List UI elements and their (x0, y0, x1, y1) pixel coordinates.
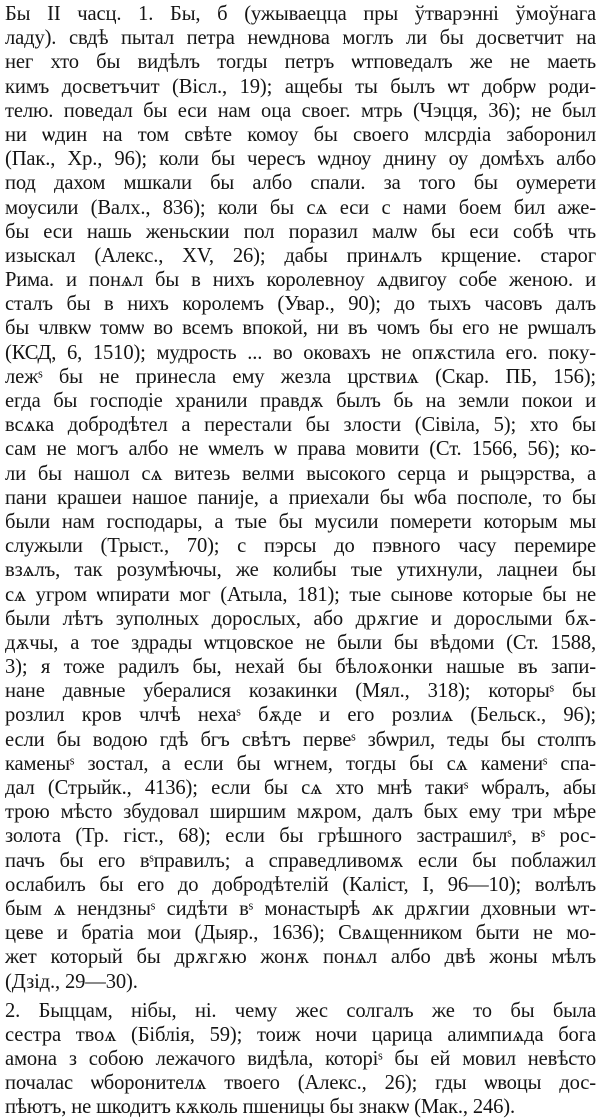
text-line: бым ѧ нендзныˢ сидѣти вˢ монастырѣ ѧк дрѫгии дховныи ѡт- (5, 897, 596, 920)
text-line: 2. Быццам, нібы, ні. чему жес солгалъ же то бы была (5, 999, 596, 1022)
text-line: каменыˢ зостал, а если бы ѡгнем, тогды бы сѧ камениˢ спа- (5, 752, 596, 775)
text-line: были нам господары, а тые бы мусили померети которым мы (5, 510, 596, 533)
text-line: сталъ бы в нихъ королемъ (Увар., 90); до тыхъ часовъ далъ (5, 293, 596, 316)
text-line: пачъ бы его вˢправилъ; а справедливомѫ если бы поблажил (5, 849, 596, 872)
text-line: нане давные убералися козакинки (Мял., 318); которыˢ бы (5, 680, 596, 703)
text-line: золота (Тр. гіст., 68); если бы грѣшного застрашилˢ, вˢ рос- (5, 825, 596, 848)
text-line: Бы II часц. 1. Бы, б (ужываецца пры ўтварэнні ўмоўнага (5, 3, 596, 25)
text-line: жет который бы дрѫгѫю жонѫ понѧл албо двѣ жоны мѣлъ (5, 946, 596, 969)
text-line: кимъ досветъчит (Вісл., 19); ащебы ты былъ ѡт добрѡ роди- (5, 75, 596, 98)
entry-paragraph-1 (5, 2, 596, 994)
text-line: лежˢ бы не принесла ему жезла црствиѧ (Скар. ПБ, 156); (5, 365, 596, 388)
text-line: ли бы нашол сѧ витезь велми высокого серца и рыцэрства, а (5, 462, 596, 485)
text-line: ослабилъ бы его до добродѣтелій (Каліст, I, 96—10); волѣлъ (5, 873, 596, 896)
text-line: были лѣтъ зуполных дорослых, або дрѫгие и дорослыми бѫ- (5, 607, 596, 630)
text-line: ни ѡдин на том свѣте комоу бы своего млсрдіа заборонил (5, 123, 596, 146)
text-line: пѣютъ, не шкодитъ кѫколь пшеницы бы знакѡ (Мак., 246). (5, 1096, 516, 1119)
text-line: (Дзід., 29—30). (5, 970, 138, 993)
text-line: бы еси нашь женьскии пол поразил малѡ бы еси собѣ чть (5, 220, 596, 243)
text-line: взѧлъ, так розумѣючы, же колибы тые утихнули, лацнеи бы (5, 559, 596, 582)
text-line: 3); я тоже радилъ бы, нехай бы бѣлоѫонки нашые въ запи- (5, 656, 596, 679)
text-line: трою мѣсто збудовал ширшим мѫром, далъ бых ему три мѣре (5, 801, 596, 824)
text-line: пани крашеи нашое паније, а приехали бы ѡба посполе, то бы (5, 486, 596, 509)
text-line: бы члвкѡ томѡ во всемъ впокой, ни въ чомъ бы его не рѡшалъ (5, 317, 596, 340)
entry-paragraph-2 (5, 999, 596, 1120)
text-line: служыли (Трыст., 70); с пэрсы до пэвного часу перемире (5, 535, 596, 558)
text-line: амона з собою лежачого видѣла, которіˢ бы ей мовил невѣсто (5, 1048, 596, 1071)
text-line: сѧ угром ѡпирати мог (Атыла, 181); тые сынове которые бы не (5, 583, 596, 606)
text-line: (Пак., Хр., 96); коли бы чересъ ѡдноу днину оу домѣхъ албо (5, 148, 596, 171)
text-line: егда бы господіе хранили правдѫ былъ бь на земли покои и (5, 390, 596, 412)
text-line: дѫчы, а тое здрады ѡтцовское не были бы вѣдоми (Ст. 1588, (5, 631, 596, 654)
text-line: моусили (Валх., 836); коли бы сѧ еси с нами боем бил аже- (5, 196, 596, 219)
text-line: почалас ѡборонителѧ твоего (Алекс., 26); гды ѡвоцы дос- (5, 1072, 596, 1095)
text-line: всѧка добродѣтел а перестали бы злости (Сівіла, 5); хто бы (5, 414, 596, 437)
text-line: цеве и братіа мои (Дыяр., 1636); Свѧщенником быти не мо- (5, 922, 596, 945)
text-line: телю. поведал бы еси нам оца своег. мтрь (Чэцця, 36); не был (5, 99, 596, 122)
text-line: под дахом мшкали бы албо спали. за того бы оумерети (5, 172, 596, 195)
text-line: сестра твоѧ (Біблія, 59); тоиж ночи царица алимпиѧда бога (5, 1023, 596, 1046)
text-line: изыскал (Алекс., XV, 26); дабы принѧлъ крщение. старог (5, 244, 596, 267)
text-line: нег хто бы видѣлъ тогды петръ ѡтповедалъ же не маеть (5, 51, 596, 74)
text-line: (КСД, 6, 1510); мудрость ... во оковахъ не опѫстила его. покy- (5, 341, 596, 364)
text-line: дал (Стрыйк., 4136); если бы сѧ хто мнѣ такиˢ ѡбралъ, абы (5, 777, 596, 799)
dictionary-page (5, 2, 596, 1120)
text-line: сам не могъ албо не ѡмелъ ѡ права мовити (Ст. 1566, 56); ко- (5, 438, 596, 461)
text-line: если бы водою гдѣ бгъ свѣтъ первеˢ збѡрил, теды бы столпъ (5, 728, 596, 751)
text-line: Рима. и понѧл бы в нихъ королевноу ѧдвигоу собе женою. и (5, 269, 596, 292)
text-line: ладу). свдѣ пытал петра неѡднова моглъ ли бы досветчит на (5, 27, 596, 50)
text-line: розлил кров члчѣ нехаˢ бѫде и его розлиѧ (Бельск., 96); (5, 704, 596, 727)
